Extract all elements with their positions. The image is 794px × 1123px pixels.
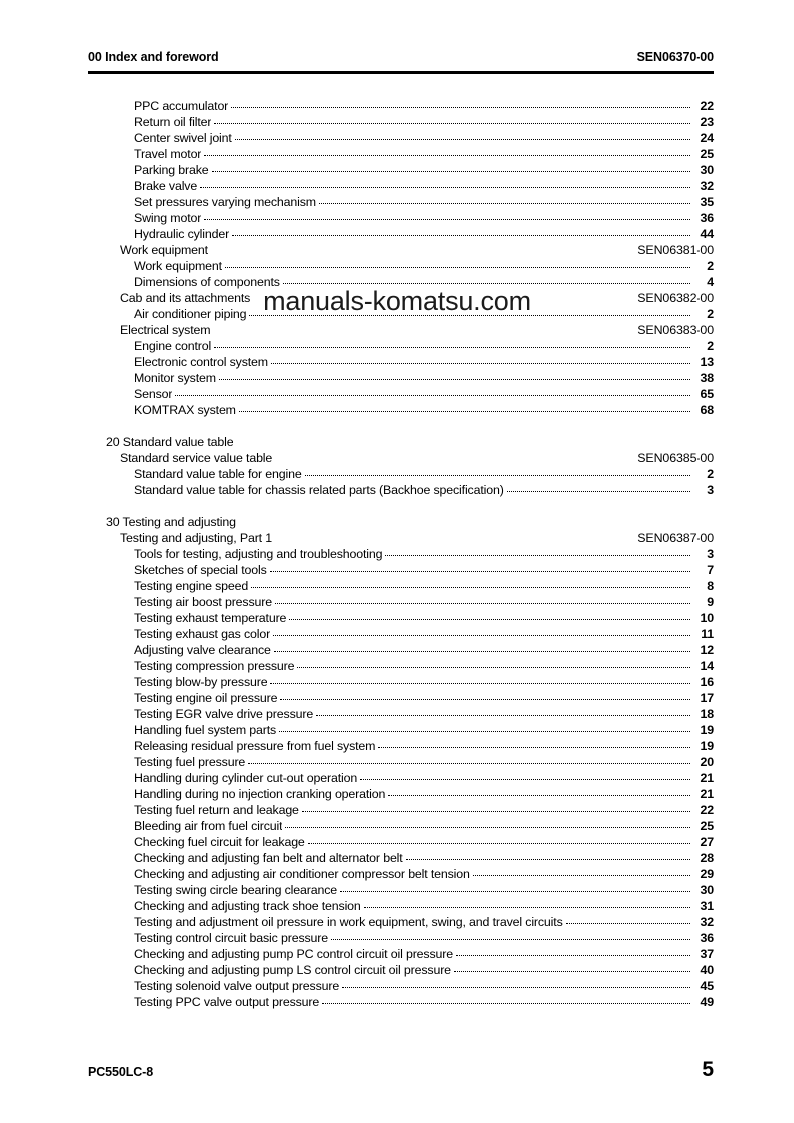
toc-entry-label: Electrical system — [120, 323, 211, 337]
toc-entry-label: Sketches of special tools — [134, 563, 267, 577]
toc-entry[interactable] — [88, 402, 714, 418]
toc-dot-leader — [204, 147, 690, 158]
toc-entry-page-number: 8 — [707, 579, 714, 593]
toc-entry-label: Standard value table for engine — [134, 467, 302, 481]
toc-entry[interactable] — [88, 290, 714, 306]
toc-entry[interactable] — [88, 674, 714, 690]
toc-dot-leader — [270, 675, 690, 686]
toc-entry[interactable] — [88, 354, 714, 370]
toc-entry-sen-code: SEN06383-00 — [637, 323, 714, 337]
watermark: manuals-komatsu.com — [263, 286, 531, 316]
toc-entry-label: Air conditioner piping — [134, 307, 247, 321]
toc-entry-label: Sensor — [134, 387, 173, 401]
toc-entry[interactable] — [88, 98, 714, 114]
toc-dot-leader — [175, 387, 690, 398]
toc-entry-label: Testing engine oil pressure — [134, 691, 278, 705]
toc-entry-label: Testing fuel pressure — [134, 755, 246, 769]
toc-entry-page-number: 68 — [700, 403, 714, 417]
toc-dot-leader — [232, 227, 690, 238]
toc-entry-label: Testing exhaust gas color — [134, 627, 271, 641]
toc-entry-label: Testing and adjusting, Part 1 — [120, 531, 273, 545]
toc-entry[interactable] — [88, 978, 714, 994]
toc-entry-page-number: 27 — [700, 835, 714, 849]
toc-dot-leader — [270, 563, 690, 574]
toc-entry-page-number: 32 — [700, 179, 714, 193]
toc-entry-label: Testing engine speed — [134, 579, 249, 593]
toc-entry[interactable] — [88, 818, 714, 834]
toc-dot-leader — [566, 915, 690, 926]
toc-dot-leader — [364, 899, 690, 910]
toc-dot-leader — [385, 547, 690, 558]
toc-entry[interactable] — [88, 514, 714, 530]
toc-dot-leader — [302, 803, 690, 814]
toc-entry-label: 30 Testing and adjusting — [106, 515, 236, 529]
toc-dot-leader — [360, 771, 690, 782]
toc-dot-leader — [231, 99, 690, 110]
toc-entry[interactable] — [88, 610, 714, 626]
toc-entry-page-number: 30 — [700, 163, 714, 177]
toc-entry[interactable] — [88, 642, 714, 658]
toc-entry[interactable] — [88, 466, 714, 482]
toc-entry[interactable] — [88, 834, 714, 850]
toc-entry-page-number: 65 — [700, 387, 714, 401]
toc-entry-label: Testing control circuit basic pressure — [134, 931, 329, 945]
footer-page-number: 5 — [702, 1058, 714, 1081]
toc-entry[interactable] — [88, 386, 714, 402]
toc-dot-leader — [274, 643, 690, 654]
toc-entry-page-number: 11 — [701, 627, 714, 641]
toc-entry-label: Testing EGR valve drive pressure — [134, 707, 314, 721]
toc-entry-page-number: 44 — [700, 227, 714, 241]
toc-dot-leader — [214, 115, 690, 126]
toc-entry-label: Testing solenoid valve output pressure — [134, 979, 340, 993]
toc-entry-page-number: 9 — [707, 595, 714, 609]
toc-dot-leader — [280, 691, 690, 702]
toc-entry[interactable] — [88, 210, 714, 226]
toc-entry-page-number: 7 — [707, 563, 714, 577]
toc-entry-page-number: 29 — [700, 867, 714, 881]
toc-entry-label: Parking brake — [134, 163, 209, 177]
toc-entry-page-number: 45 — [700, 979, 714, 993]
toc-entry[interactable] — [88, 530, 714, 546]
toc-dot-leader — [214, 339, 690, 350]
toc-entry[interactable] — [88, 690, 714, 706]
toc-entry[interactable] — [88, 882, 714, 898]
toc-entry-page-number: 4 — [707, 275, 714, 289]
toc-entry-label: Hydraulic cylinder — [134, 227, 230, 241]
toc-entry-label: Monitor system — [134, 371, 216, 385]
toc-dot-leader — [322, 995, 690, 1006]
toc-entry-label: Testing blow-by pressure — [134, 675, 268, 689]
toc-entry-page-number: 20 — [700, 755, 714, 769]
toc-dot-leader — [204, 211, 690, 222]
toc-entry[interactable] — [88, 258, 714, 274]
toc-dot-leader — [406, 851, 690, 862]
header-divider — [88, 71, 714, 74]
toc-entry[interactable] — [88, 194, 714, 210]
toc-entry-page-number: 21 — [700, 787, 714, 801]
toc-dot-leader — [454, 963, 690, 974]
toc-entry-sen-code: SEN06385-00 — [637, 451, 714, 465]
toc-entry[interactable] — [88, 434, 714, 450]
toc-entry[interactable] — [88, 802, 714, 818]
toc-dot-leader — [200, 179, 690, 190]
toc-entry[interactable] — [88, 946, 714, 962]
toc-entry-page-number: 37 — [700, 947, 714, 961]
toc-entry-label: Travel motor — [134, 147, 202, 161]
toc-entry-label: Work equipment — [120, 243, 208, 257]
toc-entry-label: Testing compression pressure — [134, 659, 295, 673]
toc-entry-label: Standard value table for chassis related parts (Backhoe specification) — [134, 483, 504, 497]
toc-entry-label: KOMTRAX system — [134, 403, 236, 417]
toc-entry-label: Bleeding air from fuel circuit — [134, 819, 283, 833]
toc-entry-label: Work equipment — [134, 259, 222, 273]
toc-entry-page-number: 36 — [700, 211, 714, 225]
toc-entry-label: Dimensions of components — [134, 275, 280, 289]
toc-entry[interactable] — [88, 914, 714, 930]
header-document-code: SEN06370-00 — [636, 50, 714, 64]
toc-entry[interactable] — [88, 562, 714, 578]
page-footer — [88, 1058, 714, 1082]
toc-entry-page-number: 19 — [700, 723, 714, 737]
toc-entry-page-number: 23 — [700, 115, 714, 129]
toc-entry[interactable] — [88, 274, 714, 290]
toc-entry-page-number: 22 — [700, 99, 714, 113]
toc-entry-page-number: 18 — [700, 707, 714, 721]
toc-entry-label: Testing exhaust temperature — [134, 611, 287, 625]
toc-entry-label: Adjusting valve clearance — [134, 643, 271, 657]
toc-entry[interactable] — [88, 722, 714, 738]
toc-entry-label: Center swivel joint — [134, 131, 232, 145]
toc-entry-page-number: 10 — [700, 611, 714, 625]
toc-dot-leader — [289, 611, 690, 622]
toc-entry-page-number: 19 — [700, 739, 714, 753]
toc-entry-page-number: 40 — [700, 963, 714, 977]
toc-dot-leader — [342, 979, 690, 990]
toc-dot-leader — [225, 259, 690, 270]
toc-dot-leader — [285, 819, 690, 830]
toc-dot-leader — [316, 707, 690, 718]
toc-entry-label: Checking and adjusting air conditioner compressor belt tension — [134, 867, 470, 881]
toc-entry[interactable] — [88, 738, 714, 754]
toc-entry-label: Testing air boost pressure — [134, 595, 272, 609]
toc-entry-label: Handling during no injection cranking operation — [134, 787, 386, 801]
toc-dot-leader — [308, 835, 690, 846]
toc-entry-page-number: 38 — [700, 371, 714, 385]
toc-entry[interactable] — [88, 626, 714, 642]
toc-dot-leader — [279, 723, 690, 734]
toc-entry-page-number: 13 — [700, 355, 714, 369]
toc-entry-label: Testing swing circle bearing clearance — [134, 883, 337, 897]
toc-entry[interactable] — [88, 578, 714, 594]
toc-entry[interactable] — [88, 546, 714, 562]
toc-entry-page-number: 21 — [700, 771, 714, 785]
toc-entry-label: Checking and adjusting fan belt and alternator belt — [134, 851, 403, 865]
toc-dot-leader — [273, 627, 690, 638]
toc-entry-page-number: 31 — [700, 899, 714, 913]
toc-dot-leader — [305, 467, 690, 478]
toc-dot-leader — [212, 163, 691, 174]
toc-entry-sen-code: SEN06381-00 — [637, 243, 714, 257]
toc-entry-page-number: 24 — [700, 131, 714, 145]
toc-dot-leader — [388, 787, 690, 798]
toc-entry[interactable] — [88, 658, 714, 674]
toc-dot-leader — [378, 739, 690, 750]
toc-dot-leader — [456, 947, 690, 958]
toc-entry-sen-code: SEN06382-00 — [637, 291, 714, 305]
toc-dot-leader — [275, 595, 690, 606]
toc-entry[interactable] — [88, 146, 714, 162]
toc-dot-leader — [331, 931, 690, 942]
toc-dot-leader — [248, 755, 690, 766]
toc-dot-leader — [239, 403, 690, 414]
toc-dot-leader — [507, 483, 690, 494]
toc-entry[interactable] — [88, 450, 714, 466]
toc-entry-label: Checking and adjusting pump LS control circuit oil pressure — [134, 963, 451, 977]
toc-entry-label: Releasing residual pressure from fuel system — [134, 739, 376, 753]
toc-dot-leader — [340, 883, 690, 894]
toc-entry-page-number: 22 — [700, 803, 714, 817]
toc-entry-label: Testing PPC valve output pressure — [134, 995, 320, 1009]
toc-entry-page-number: 2 — [707, 339, 714, 353]
toc-entry[interactable] — [88, 994, 714, 1010]
toc-entry-page-number: 3 — [707, 483, 714, 497]
toc-entry-page-number: 28 — [700, 851, 714, 865]
toc-entry[interactable] — [88, 770, 714, 786]
toc-entry[interactable] — [88, 370, 714, 386]
toc-entry-page-number: 16 — [700, 675, 714, 689]
toc-dot-leader — [219, 371, 690, 382]
toc-entry-sen-code: SEN06387-00 — [637, 531, 714, 545]
toc-entry-page-number: 2 — [707, 259, 714, 273]
toc-entry[interactable] — [88, 706, 714, 722]
toc-entry-page-number: 2 — [707, 467, 714, 481]
toc-entry[interactable] — [88, 114, 714, 130]
toc-entry-label: Testing fuel return and leakage — [134, 803, 299, 817]
toc-entry[interactable] — [88, 786, 714, 802]
toc-entry[interactable] — [88, 850, 714, 866]
toc-entry[interactable] — [88, 322, 714, 338]
toc-entry[interactable] — [88, 962, 714, 978]
toc-entry[interactable] — [88, 130, 714, 146]
toc-entry-page-number: 14 — [700, 659, 714, 673]
toc-dot-leader — [271, 355, 690, 366]
toc-entry[interactable] — [88, 930, 714, 946]
toc-entry[interactable] — [88, 178, 714, 194]
page-header — [88, 50, 714, 64]
toc-entry-label: Return oil filter — [134, 115, 212, 129]
toc-entry[interactable] — [88, 482, 714, 498]
toc-entry-label: Tools for testing, adjusting and troubleshooting — [134, 547, 383, 561]
toc-entry-page-number: 17 — [700, 691, 714, 705]
toc-dot-leader — [473, 867, 690, 878]
toc-entry-label: Checking and adjusting track shoe tension — [134, 899, 361, 913]
toc-entry-page-number: 36 — [700, 931, 714, 945]
toc-dot-leader — [235, 131, 690, 142]
toc-entry-label: Electronic control system — [134, 355, 268, 369]
toc-dot-leader — [283, 275, 690, 286]
toc-dot-leader — [251, 579, 690, 590]
toc-entry[interactable] — [88, 242, 714, 258]
toc-entry-page-number: 35 — [700, 195, 714, 209]
toc-entry-label: 20 Standard value table — [106, 435, 234, 449]
toc-entry-page-number: 12 — [700, 643, 714, 657]
toc-entry-label: Cab and its attachments — [120, 291, 251, 305]
toc-entry-label: Brake valve — [134, 179, 198, 193]
toc-entry-label: PPC accumulator — [134, 99, 229, 113]
toc-entry-label: Checking and adjusting pump PC control circuit oil pressure — [134, 947, 453, 961]
toc-entry-label: Standard service value table — [120, 451, 273, 465]
toc-entry-page-number: 2 — [707, 307, 714, 321]
toc-entry-page-number: 49 — [700, 995, 714, 1009]
toc-entry[interactable] — [88, 594, 714, 610]
toc-entry-label: Engine control — [134, 339, 212, 353]
toc-entry[interactable] — [88, 866, 714, 882]
toc-entry-label: Swing motor — [134, 211, 202, 225]
footer-model-name: PC550LC-8 — [88, 1065, 154, 1079]
toc-entry[interactable] — [88, 162, 714, 178]
toc-entry[interactable] — [88, 898, 714, 914]
toc-entry-label: Checking fuel circuit for leakage — [134, 835, 305, 849]
table-of-contents — [88, 98, 714, 1010]
toc-entry-label: Handling during cylinder cut-out operation — [134, 771, 358, 785]
toc-entry-label: Set pressures varying mechanism — [134, 195, 316, 209]
toc-entry-page-number: 30 — [700, 883, 714, 897]
toc-entry[interactable] — [88, 226, 714, 242]
toc-entry-label: Handling fuel system parts — [134, 723, 277, 737]
toc-dot-leader — [249, 307, 690, 318]
toc-entry-page-number: 25 — [700, 819, 714, 833]
toc-entry[interactable] — [88, 306, 714, 322]
toc-dot-leader — [297, 659, 690, 670]
toc-dot-leader — [319, 195, 690, 206]
header-section-title: 00 Index and foreword — [88, 50, 219, 64]
toc-entry-label: Testing and adjustment oil pressure in work equipment, swing, and travel circuits — [134, 915, 563, 929]
toc-entry[interactable] — [88, 338, 714, 354]
toc-entry-page-number: 32 — [700, 915, 714, 929]
toc-entry[interactable] — [88, 754, 714, 770]
toc-entry-page-number: 25 — [700, 147, 714, 161]
toc-entry-page-number: 3 — [707, 547, 714, 561]
